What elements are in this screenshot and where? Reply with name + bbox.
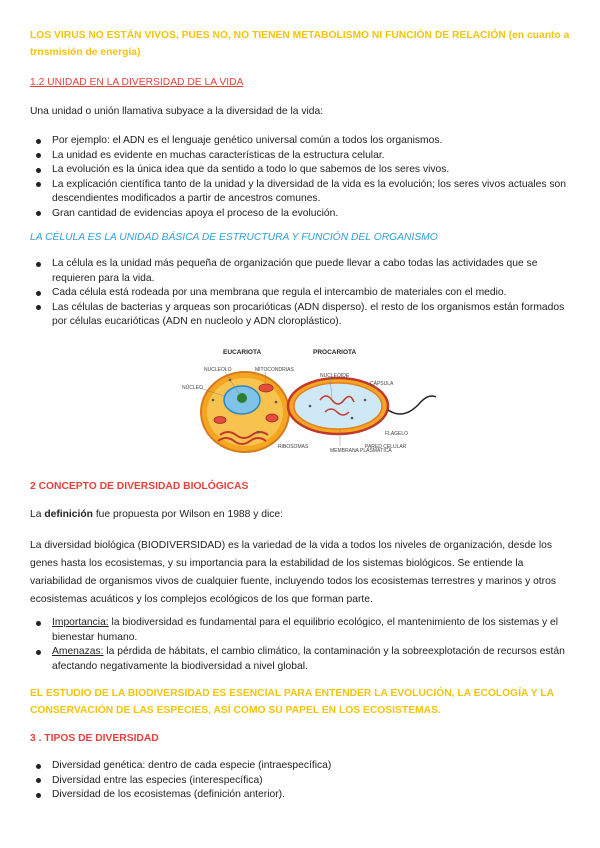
- bullet-icon: [36, 650, 41, 655]
- procariota-label: PROCARIOTA: [313, 349, 357, 356]
- list-item: Amenazas: la pérdida de hábitats, el cambio climático, la contaminación y la sobreexplotación de recursos están afectando negativamente la biodiversidad a nivel global.: [30, 645, 575, 674]
- list-item: Diversidad de los ecosistemas (definición anterior).: [30, 788, 575, 803]
- nucleolo-label: NUCLEOLO: [204, 367, 232, 373]
- section-3-title: 3 . TIPOS DE DIVERSIDAD: [30, 733, 159, 744]
- bullet-icon: [36, 778, 41, 783]
- bullet-icon: [36, 153, 41, 158]
- cell-list: [30, 257, 575, 330]
- mitocondrias-label: MITOCONDRIAS: [255, 367, 294, 373]
- biodiversity-paragraph: La diversidad biológica (BIODIVERSIDAD) es la variedad de la vida a todos los niveles de organización, desde los genes hasta los ecosistemas, y su importancia para la estabilidad de los sistemas biológicos. Se entiende la variabilidad de organismos vivos de cualquier fuente, incluyendo todos los ecosistemas terrestres y marinos y otros ecosistemas acuáticos y los complejos ecológicos de los que forman parte.: [30, 540, 556, 605]
- bullet-icon: [36, 139, 41, 144]
- list-item: Las células de bacterias y arqueas son procarióticas (ADN disperso). el resto de los organismos están formados por células eucarióticas (ADN en nucleolo y ADN cloroplástico).: [30, 301, 575, 330]
- heading-virus: LOS VIRUS NO ESTÁN VIVOS, PUES NO, NO TIENEN METABOLISMO NI FUNCIÓN DE RELACIÓN (en cuanto a trnsmisión de energía): [30, 30, 570, 58]
- diversity-types-list: [30, 759, 575, 803]
- bullet-icon: [36, 793, 41, 798]
- cell-section-title: LA CÉLULA ES LA UNIDAD BÁSICA DE ESTRUCTURA Y FUNCIÓN DEL ORGANISMO: [30, 232, 438, 243]
- pared-label: PARED CELULAR: [365, 444, 407, 450]
- definition-line: La definición fue propuesta por Wilson en 1988 y dice:: [30, 509, 283, 520]
- bullet-icon: [36, 182, 41, 187]
- bullet-icon: [36, 764, 41, 769]
- list-item: Por ejemplo: el ADN es el lenguaje genético universal común a todos los organismos.: [30, 134, 575, 149]
- biodiversity-highlight: EL ESTUDIO DE LA BIODIVERSIDAD ES ESENCIAL PARA ENTENDER LA EVOLUCIÓN, LA ECOLOGÍA Y LA CONSERVACIÓN DE LAS ESPECIES, ASÍ COMO SU PAPEL EN LOS ECOSISTEMAS.: [30, 688, 554, 716]
- importance-list: [30, 616, 575, 674]
- capsula-label: CÁPSULA: [370, 381, 394, 387]
- bullet-icon: [36, 291, 41, 296]
- cell-diagram: [180, 340, 440, 475]
- nucleoide-label: NUCLEOIDE: [320, 373, 350, 379]
- section-1-2-intro: Una unidad o unión llamativa subyace a la diversidad de la vida:: [30, 106, 324, 117]
- section-2-title: 2 CONCEPTO DE DIVERSIDAD BIOLÓGICAS: [30, 481, 249, 492]
- list-item: La explicación científica tanto de la unidad y la diversidad de la vida es la evolución; los seres vivos actuales son descendientes modificados a partir de ancestros comunes.: [30, 178, 575, 207]
- eucariota-label: EUCARIOTA: [223, 349, 262, 356]
- bullet-icon: [36, 262, 41, 267]
- list-item: Diversidad genética: dentro de cada especie (intraespecífica): [30, 759, 575, 774]
- ribosomas-label: RIBOSOMAS: [278, 444, 309, 450]
- eukaryotic-cell: [201, 372, 289, 452]
- nucleo-label: NÚCLEO: [182, 385, 203, 391]
- list-item: La unidad es evidente en muchas características de la estructura celular.: [30, 149, 575, 164]
- membrana-label: MEMBRANA PLASMÁTICA: [330, 448, 392, 454]
- unity-list: [30, 134, 575, 221]
- prokaryotic-cell: [288, 378, 436, 434]
- list-item: La célula es la unidad más pequeña de organización que puede llevar a cabo todas las actividades que se requieren para la vida.: [30, 257, 575, 286]
- bullet-icon: [36, 305, 41, 310]
- list-item: Cada célula está rodeada por una membrana que regula el intercambio de materiales con el medio.: [30, 286, 575, 301]
- list-item: La evolución es la única idea que da sentido a todo lo que sabemos de los seres vivos.: [30, 163, 575, 178]
- list-item: Gran cantidad de evidencias apoya el proceso de la evolución.: [30, 207, 575, 222]
- list-item: Importancia: la biodiversidad es fundamental para el equilibrio ecológico, el mantenimiento de los sistemas y el bienestar humano.: [30, 616, 575, 645]
- section-1-2-title: 1.2 UNIDAD EN LA DIVERSIDAD DE LA VIDA: [30, 77, 244, 88]
- bullet-icon: [36, 621, 41, 626]
- list-item: Diversidad entre las especies (interespecífica): [30, 774, 575, 789]
- bullet-icon: [36, 211, 41, 216]
- flagelo-label: FLAGELO: [385, 431, 409, 437]
- bullet-icon: [36, 168, 41, 173]
